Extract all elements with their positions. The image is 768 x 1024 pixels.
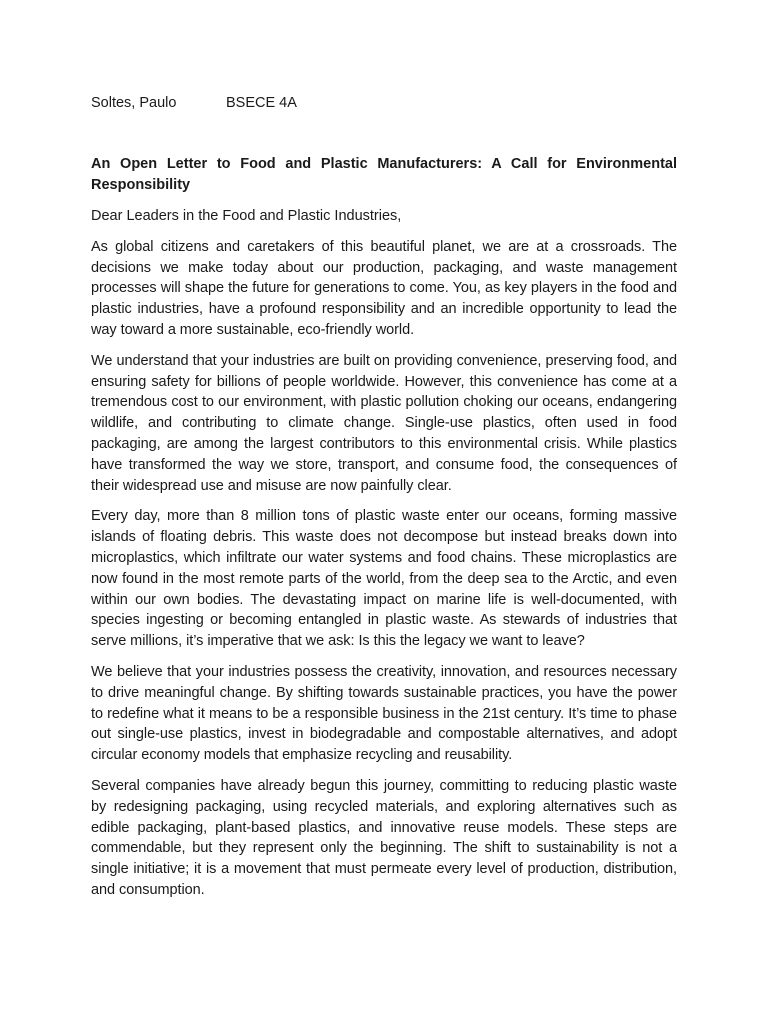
document-page — [91, 93, 677, 901]
paragraph-4: We believe that your industries possess the creativity, innovation, and resources necessary to drive meaningful change. By shifting towards sustainable practices, you have the power to redefine what it means to be a responsible business in the 21st century. It’s time to phase out single-use plastics, invest in biodegradable and compostable alternatives, and adopt circular economy models that emphasize recycling and reusability. — [91, 663, 677, 764]
paragraph-5: Several companies have already begun this journey, committing to reducing plastic waste by redesigning packaging, using recycled materials, and exploring alternatives such as edible packaging, plant-based plastics, and innovative reuse models. These steps are commendable, but they represent only the beginning. The shift to sustainability is not a single initiative; it is a movement that must permeate every level of production, distribution, and consumption. — [91, 777, 677, 898]
paragraph-1: As global citizens and caretakers of this beautiful planet, we are at a crossroads. The decisions we make today about our production, packaging, and waste management processes will shape the future for generations to come. You, as key players in the food and plastic industries, have a profound responsibility and an incredible opportunity to lead the way toward a more sustainable, eco-friendly world. — [91, 238, 677, 338]
section-code: BSECE 4A — [226, 95, 297, 111]
paragraph-2: We understand that your industries are built on providing convenience, preserving food, and ensuring safety for billions of people worldwide. However, this convenience has come at a tremendous cost to our environment, with plastic pollution choking our oceans, endangering wildlife, and contributing to climate change. Single-use plastics, often used in food packaging, are among the largest contributors to this environmental crisis. While plastics have transformed the way we store, transport, and consume food, the consequences of their widespread use and misuse are now painfully clear. — [91, 352, 677, 494]
document-header — [91, 93, 677, 113]
salutation: Dear Leaders in the Food and Plastic Industries, — [91, 208, 402, 224]
author-name: Soltes, Paulo — [91, 95, 177, 111]
letter-title: An Open Letter to Food and Plastic Manufacturers: A Call for Environmental Responsibility — [91, 156, 677, 193]
paragraph-3: Every day, more than 8 million tons of plastic waste enter our oceans, forming massive islands of floating debris. This waste does not decompose but instead breaks down into microplastics, which infiltrate our water systems and food chains. These microplastics are now found in the most remote parts of the world, from the deep sea to the Arctic, and even within our own bodies. The devastating impact on marine life is well-documented, with species ingesting or becoming entangled in plastic waste. As stewards of industries that serve millions, it’s imperative that we ask: Is this the legacy we want to leave? — [91, 508, 677, 650]
